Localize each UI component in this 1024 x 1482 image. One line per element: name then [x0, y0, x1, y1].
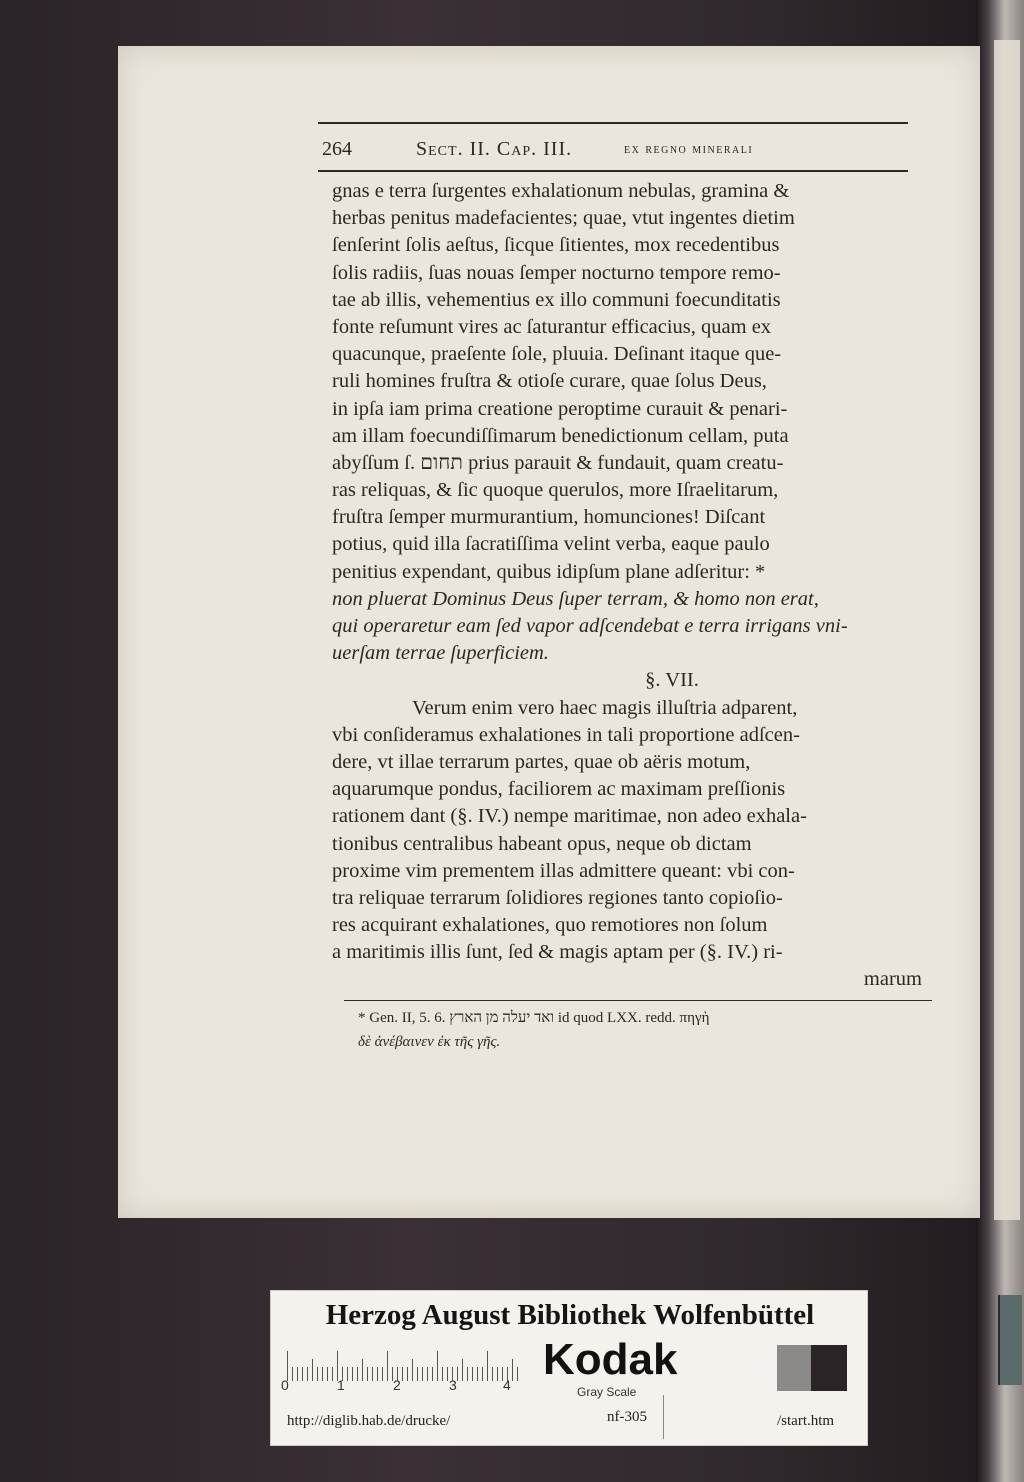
- text-line: herbas penitus madefacientes; quae, vtut ingentes dietim: [332, 207, 795, 230]
- text-line: proxime vim prementem illas admittere queant: vbi con-: [332, 859, 795, 882]
- text-line: abyſſum ſ. תחום prius parauit & fundauit, quam creatu-: [332, 451, 784, 474]
- page-number: 264: [322, 138, 352, 160]
- text-line: vbi conſideramus exhalationes in tali proportione adſcen-: [332, 723, 800, 746]
- start-page-url: /start.htm: [777, 1413, 835, 1429]
- text-line: tionibus centralibus habeant opus, neque ob dictam: [332, 832, 752, 855]
- text-line: rationem dant (§. IV.) nempe maritimae, non adeo exhala-: [332, 805, 807, 828]
- text-line: penitius expendant, quibus idipſum plane adſeritur: *: [332, 560, 766, 583]
- ruler-numbers: [281, 1377, 521, 1397]
- text-line: ras reliquas, & ſic quoque querulos, more Iſraelitarum,: [332, 479, 779, 502]
- binding-tab: [998, 1295, 1022, 1385]
- text-line: aquarumque pondus, faciliorem ac maximam preſſionis: [332, 778, 786, 801]
- running-head-secondary: ex regno minerali: [624, 142, 754, 157]
- swatch-black: [811, 1345, 847, 1391]
- ruler-number: 2: [393, 1377, 401, 1393]
- footnote-line: δὲ ἀνέβαινεν ἐκ τῆς γῆς.: [358, 1034, 501, 1050]
- library-url: http://diglib.hab.de/drucke/: [287, 1413, 451, 1429]
- next-page-sliver: [994, 40, 1020, 1220]
- ruler-number: 0: [281, 1377, 289, 1393]
- quote-line: qui operaretur eam ſed vapor adſcendebat e terra irrigans vni-: [332, 615, 848, 637]
- text-line: Verum enim vero haec magis illuſtria adparent,: [412, 696, 798, 719]
- text-line: res acquirant exhalationes, quo remotiores non ſolum: [332, 914, 768, 937]
- main-text: [332, 178, 922, 994]
- text-line: dere, vt illae terrarum partes, quae ob aëris motum,: [332, 750, 751, 773]
- ruler-number: 3: [449, 1377, 457, 1393]
- catchword: marum: [863, 968, 922, 991]
- text-line: quacunque, praeſente ſole, pluuia. Deſinant itaque que-: [332, 343, 782, 366]
- ruler-number: 1: [337, 1377, 345, 1393]
- text-line: ſenſerint ſolis aeſtus, ſicque ſitientes, mox recedentibus: [332, 234, 780, 257]
- text-line: fruſtra ſemper murmurantium, homunciones! Diſcant: [332, 506, 766, 529]
- swatch-white: [747, 1345, 777, 1391]
- text-line: tae ab illis, vehementius ex illo communi foecunditatis: [332, 288, 781, 311]
- shelfmark: nf-305: [607, 1409, 647, 1425]
- gray-scale-label: Gray Scale: [577, 1385, 637, 1399]
- book-page: [118, 46, 980, 1218]
- page-header: [318, 122, 908, 172]
- gray-scale-swatches: [747, 1345, 847, 1391]
- footnote-line: * Gen. II, 5. 6. ואד יעלה מן הארץ id quod LXX. redd. πηγὴ: [358, 1010, 710, 1026]
- section-heading: §. VII.: [645, 669, 699, 692]
- text-line: a maritimis illis ſunt, ſed & magis aptam per (§. IV.) ri-: [332, 941, 783, 964]
- text-line: am illam foecundiſſimarum benedictionum cellam, puta: [332, 424, 789, 447]
- footnote: [358, 1006, 938, 1054]
- text-line: potius, quid illa ſacratiſſima velint verba, eaque paulo: [332, 533, 770, 556]
- library-name: Herzog August Bibliothek Wolfenbüttel: [325, 1299, 815, 1331]
- library-color-card: [270, 1290, 868, 1446]
- quote-line: non pluerat Dominus Deus ſuper terram, & homo non erat,: [332, 587, 819, 610]
- text-line: in ipſa iam prima creatione peroptime curauit & penari-: [332, 397, 788, 420]
- text-line: ſolis radiis, ſuas nouas ſemper nocturno tempore remo-: [332, 261, 781, 284]
- text-line: gnas e terra ſurgentes exhalationum nebulas, gramina &: [332, 180, 790, 202]
- ruler-number: 4: [503, 1377, 511, 1393]
- quote-line: uerſam terrae ſuperficiem.: [332, 642, 549, 665]
- swatch-gray: [777, 1345, 811, 1391]
- label-divider: [663, 1395, 664, 1439]
- text-line: fonte reſumunt vires ac ſaturantur efficacius, quam ex: [332, 315, 772, 338]
- measurement-ruler: [287, 1343, 523, 1381]
- footnote-rule: [344, 1000, 932, 1001]
- text-line: ruli homines fruſtra & otioſe curare, quae ſolus Deus,: [332, 370, 767, 393]
- kodak-logo: Kodak: [543, 1335, 678, 1384]
- text-line: tra reliquae terrarum ſolidiores regiones tanto copioſio-: [332, 886, 783, 909]
- running-head: Sect. II. Cap. III.: [416, 138, 573, 160]
- adjacent-page-edge: [976, 0, 1024, 1482]
